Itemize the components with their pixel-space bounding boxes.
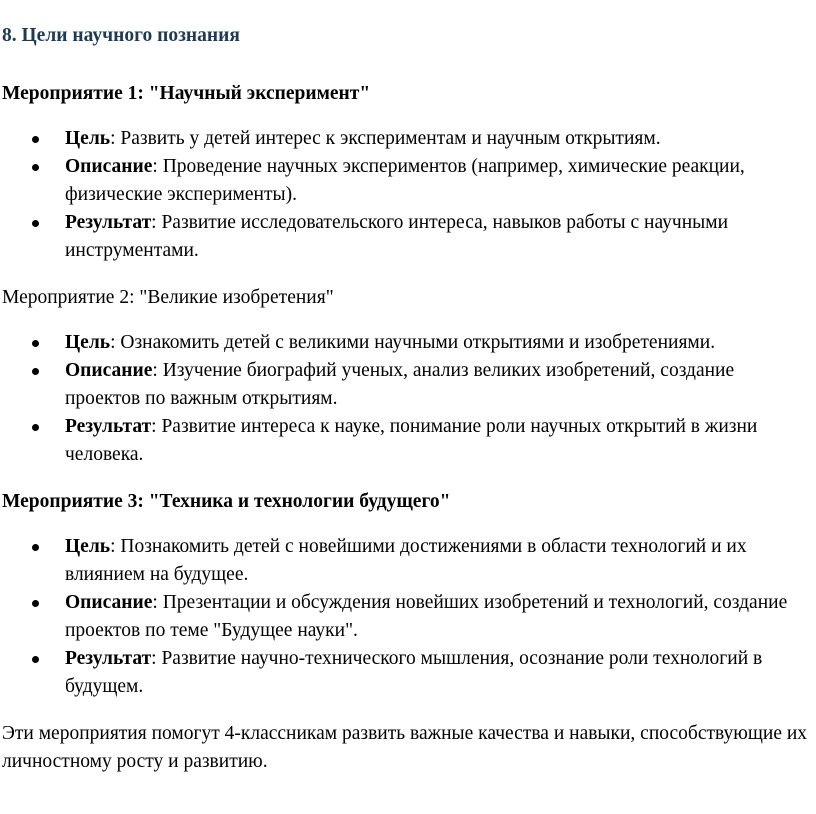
list-item [2,357,814,413]
item-text: : Ознакомить детей с великими научными открытиями и изобретениями. [110,332,716,353]
bullet-icon [32,424,39,431]
list-item [2,645,814,701]
item-text: : Развить у детей интерес к экспериментам и научным открытиям. [110,128,661,149]
list-item [2,533,814,589]
list-item [2,589,814,645]
item-text: : Развитие интереса к науке, понимание роли научных открытий в жизни человека. [65,416,758,465]
item-term: Цель [65,332,111,353]
bullet-icon [32,600,39,607]
item-text: : Развитие научно-технического мышления, осознание роли технологий в будущем. [65,648,763,697]
item-text: : Проведение научных экспериментов (например, химические реакции, физические эксперименты). [65,156,745,205]
item-term: Результат [65,212,152,233]
list-item [2,209,814,265]
bullet-icon [32,220,39,227]
item-term: Описание [65,592,153,613]
item-term: Цель [65,128,111,149]
event-2-title: Мероприятие 2: "Великие изобретения" [2,287,334,308]
bullet-icon [32,136,39,143]
event-1-list [2,125,814,265]
bullet-icon [32,368,39,375]
item-term: Результат [65,648,152,669]
list-item [2,413,814,469]
event-3-title: Мероприятие 3: "Техника и технологии будущего" [2,491,451,512]
item-text: : Изучение биографий ученых, анализ великих изобретений, создание проектов по важным открытиям. [65,360,735,409]
item-term: Результат [65,416,152,437]
list-item [2,125,814,153]
item-term: Описание [65,360,153,381]
event-1-title: Мероприятие 1: "Научный эксперимент" [2,83,371,104]
event-3-list [2,533,814,701]
closing-paragraph: Эти мероприятия помогут 4-классникам развить важные качества и навыки, способствующие их личностному росту и развитию. [2,723,808,772]
bullet-icon [32,544,39,551]
bullet-icon [32,656,39,663]
item-term: Описание [65,156,153,177]
document-body [2,22,814,776]
list-item [2,329,814,357]
item-text: : Развитие исследовательского интереса, навыков работы с научными инструментами. [65,212,729,261]
item-text: : Презентации и обсуждения новейших изобретений и технологий, создание проектов по теме "Будущее науки". [65,592,788,641]
item-term: Цель [65,536,111,557]
bullet-icon [32,340,39,347]
bullet-icon [32,164,39,171]
list-item [2,153,814,209]
event-2-list [2,329,814,469]
section-title: 8. Цели научного познания [2,25,240,46]
item-text: : Познакомить детей с новейшими достижениями в области технологий и их влиянием на будущее. [65,536,747,585]
